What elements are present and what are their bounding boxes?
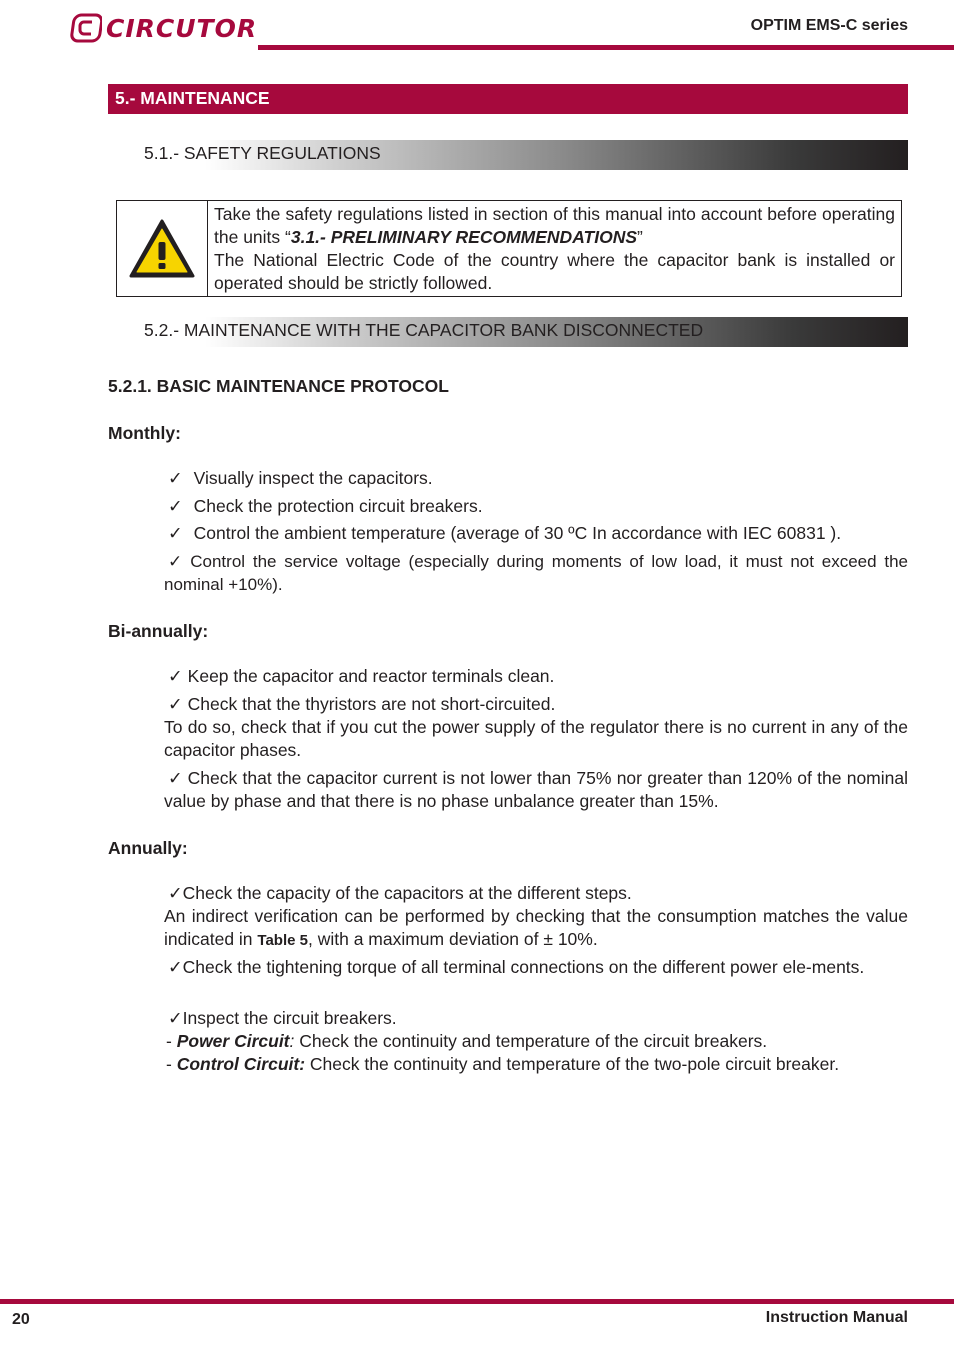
biannually-note: To do so, check that if you cut the power supply of the regulator there is no current in any of the capacitor phases. <box>164 717 908 760</box>
chapter-title: 5.- MAINTENANCE <box>108 84 908 114</box>
check-icon: ✓ <box>168 957 183 977</box>
section-disconnected-bar <box>144 317 908 347</box>
circutor-logo <box>70 10 257 46</box>
check-icon: ✓ <box>168 883 183 903</box>
monthly-item-text: Control the service voltage (especially during moments of low load, it must not exceed the nominal +10%). <box>164 552 908 594</box>
footer-rule <box>0 1299 954 1304</box>
page-number: 20 <box>12 1311 30 1328</box>
safety-warning-box <box>116 200 902 297</box>
note-text: , with a maximum deviation of ± 10%. <box>307 929 598 949</box>
power-circuit-line <box>166 1030 910 1053</box>
table-reference-link[interactable]: Table 5 <box>257 932 308 949</box>
warning-line1-pre: Take the safety regulations listed in section of this manual into account before operating the units “ <box>214 204 895 247</box>
annually-item1-note <box>164 905 908 952</box>
annually-item-text: Check the tightening torque of all terminal connections on the different power ele-ments. <box>182 957 865 977</box>
list-item <box>164 693 908 716</box>
warning-reference: 3.1.- PRELIMINARY RECOMMENDATIONS <box>290 227 638 247</box>
control-circuit-label: Control Circuit: <box>176 1054 306 1074</box>
list-item <box>164 1007 908 1030</box>
annually-item-text: Inspect the circuit breakers. <box>182 1008 397 1028</box>
list-item <box>164 882 908 905</box>
biannually-heading: Bi-annually: <box>108 621 209 641</box>
list-item <box>164 767 908 813</box>
monthly-item-text: Control the ambient temperature (average of 30 ºC In accordance with IEC 60831 ). <box>193 523 842 543</box>
control-circuit-line <box>166 1053 910 1076</box>
monthly-item-text: Visually inspect the capacitors. <box>193 468 433 488</box>
biannually-item-text: Keep the capacitor and reactor terminals clean. <box>187 666 555 686</box>
section-safety-bar <box>144 140 908 170</box>
check-icon: ✓ <box>168 523 183 543</box>
monthly-item-text: Check the protection circuit breakers. <box>193 496 483 516</box>
dash: - <box>166 1054 177 1074</box>
check-icon: ✓ <box>168 666 183 686</box>
warning-line2: The National Electric Code of the country where the capacitor bank is installed or operated should be strictly followed. <box>214 250 895 293</box>
annually-heading: Annually: <box>108 838 188 858</box>
list-item <box>164 522 908 545</box>
brand-name: CIRCUTOR <box>106 13 258 43</box>
annually-item-text: Check the capacity of the capacitors at the different steps. <box>182 883 632 903</box>
protocol-heading: 5.2.1. BASIC MAINTENANCE PROTOCOL <box>108 376 449 396</box>
power-circuit-label: Power Circuit <box>176 1031 290 1051</box>
list-item <box>164 956 908 979</box>
warning-triangle-icon <box>128 218 196 280</box>
biannually-item-text: Check that the thyristors are not short-circuited. <box>187 694 556 714</box>
check-icon: ✓ <box>168 496 183 516</box>
biannually-item-text: Check that the capacitor current is not lower than 75% nor greater than 120% of the nominal value by phase and that there is no phase unbalance greater than 15%. <box>164 768 908 811</box>
monthly-heading: Monthly: <box>108 423 181 443</box>
check-icon: ✓ <box>168 768 183 788</box>
header-rule <box>258 45 954 50</box>
section-disconnected-title: 5.2.- MAINTENANCE WITH THE CAPACITOR BANK DISCONNECTED <box>144 320 704 340</box>
dash: - <box>166 1031 177 1051</box>
check-icon: ✓ <box>168 1008 183 1028</box>
product-series: OPTIM EMS-C series <box>750 17 908 34</box>
list-item <box>164 467 908 490</box>
circutor-logo-mark-icon <box>70 12 102 44</box>
list-item <box>164 550 908 596</box>
separator: : <box>289 1031 295 1051</box>
check-icon: ✓ <box>168 468 183 488</box>
check-icon: ✓ <box>168 552 183 571</box>
check-icon: ✓ <box>168 694 183 714</box>
note-text: An indirect verification can be performed by checking that the consumption matches the value indicated in <box>164 906 908 949</box>
list-item <box>164 665 908 688</box>
manual-label: Instruction Manual <box>765 1309 908 1326</box>
warning-text <box>208 201 901 296</box>
list-item <box>164 495 908 518</box>
section-safety-title: 5.1.- SAFETY REGULATIONS <box>144 143 381 163</box>
warning-line1-post: ” <box>637 227 643 247</box>
control-circuit-text: Check the continuity and temperature of the two-pole circuit breaker. <box>305 1054 840 1074</box>
power-circuit-text: Check the continuity and temperature of the circuit breakers. <box>294 1031 768 1051</box>
warning-icon-cell <box>117 201 208 296</box>
